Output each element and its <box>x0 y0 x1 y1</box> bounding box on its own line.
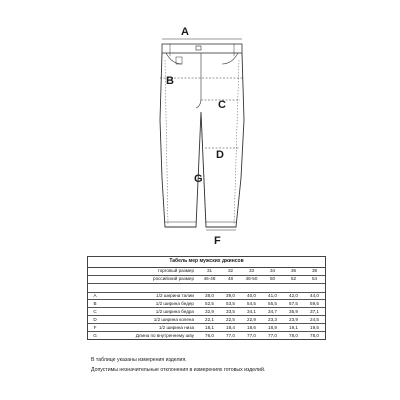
row-name: 1/2 ширина талии <box>102 292 199 300</box>
table-cell: 19,1 <box>283 324 304 332</box>
table-cell: 59,5 <box>304 300 325 308</box>
table-cell: 18,4 <box>220 324 241 332</box>
table-cell: 78,0 <box>304 332 325 339</box>
table-cell: 77,0 <box>262 332 283 339</box>
table-cell: 18,9 <box>262 324 283 332</box>
table-cell: 55,5 <box>262 300 283 308</box>
table-cell: 40,0 <box>241 292 262 300</box>
table-cell: 78,0 <box>283 332 304 339</box>
table-cell: 38 <box>311 267 318 273</box>
table-cell: 57,5 <box>283 300 304 308</box>
table-row <box>88 324 325 332</box>
size-table <box>87 256 326 340</box>
row-name: Длина по внутреннему шву <box>102 332 199 339</box>
table-cell: 41,0 <box>262 292 283 300</box>
notes <box>91 355 265 375</box>
table-cell: 22,9 <box>241 316 262 324</box>
right-pocket <box>222 53 238 64</box>
table-cell: 44,0 <box>304 292 325 300</box>
table-cell: 33,5 <box>220 308 241 316</box>
table-cell: 18,6 <box>241 324 262 332</box>
row-code: B <box>88 300 102 308</box>
waistband <box>162 44 242 53</box>
size-row <box>88 267 325 275</box>
measure-line-g <box>201 112 206 224</box>
row-code: A <box>88 292 102 300</box>
table-cell: 18,1 <box>199 324 220 332</box>
table-cell: 19,5 <box>304 324 325 332</box>
table-cell: 34,7 <box>262 308 283 316</box>
button <box>196 46 201 50</box>
table-cell: 35,9 <box>283 308 304 316</box>
table-caption: Табель мер мужских джинсов <box>88 257 325 267</box>
left-pocket <box>166 53 182 64</box>
table-cell: 34,1 <box>241 308 262 316</box>
fly-stitch <box>196 53 201 108</box>
table-cell: 39,0 <box>220 292 241 300</box>
row-code: C <box>88 308 102 316</box>
table-cell: 53,5 <box>220 300 241 308</box>
table-row <box>88 332 325 339</box>
table-cell: 36 <box>290 267 297 273</box>
table-cell: 52,5 <box>199 300 220 308</box>
table-cell: 52 <box>283 275 304 283</box>
table-cell: 76,0 <box>199 332 220 339</box>
table-cell: 48-50 <box>241 275 262 283</box>
table-cell: 77,0 <box>241 332 262 339</box>
size-row <box>88 275 325 283</box>
label-f: F <box>214 235 221 247</box>
table-cell: 23,3 <box>262 316 283 324</box>
row-name: 1/2 ширина бедра <box>102 308 199 316</box>
label-d: D <box>216 149 224 161</box>
table-cell: 32 <box>227 267 234 273</box>
table-cell: 54,5 <box>241 300 262 308</box>
side-seam <box>234 60 239 225</box>
size-row-label: торговый размер <box>157 267 194 273</box>
table-cell: 37,1 <box>304 308 325 316</box>
row-code: F <box>88 324 102 332</box>
table-cell: 54 <box>304 275 325 283</box>
note-line: В таблице указаны измерения изделия. <box>91 357 187 363</box>
table-row <box>88 300 325 308</box>
note-line: Допустимы незначительные отклонения в измерениях готовых изделий. <box>91 367 266 373</box>
label-b: B <box>166 75 174 87</box>
row-name: 1/2 ширина низа <box>102 324 199 332</box>
row-code: D <box>88 316 102 324</box>
table-cell: 42,0 <box>283 292 304 300</box>
table-cell: 38,0 <box>199 292 220 300</box>
table-row <box>88 292 325 300</box>
table-cell: 34 <box>269 267 276 273</box>
row-code: G <box>88 332 102 339</box>
table-cell: 31 <box>206 267 213 273</box>
table-cell: 50 <box>262 275 283 283</box>
table-row <box>88 308 325 316</box>
row-name: 1/2 ширина бедер <box>102 300 199 308</box>
row-name: 1/2 ширина колена <box>102 316 199 324</box>
table-cell: 46-48 <box>199 275 220 283</box>
table-cell: 22,5 <box>220 316 241 324</box>
table-cell: 24,5 <box>304 316 325 324</box>
label-g: G <box>194 173 203 185</box>
table-cell: 33 <box>248 267 255 273</box>
label-c: C <box>218 99 226 111</box>
table-cell: 32,9 <box>199 308 220 316</box>
table-row <box>88 316 325 324</box>
table-cell: 77,0 <box>220 332 241 339</box>
table-cell: 23,9 <box>283 316 304 324</box>
table-cell: 48 <box>220 275 241 283</box>
label-a: A <box>181 26 189 38</box>
size-row-label: российский размер <box>102 275 199 283</box>
table-cell: 22,1 <box>199 316 220 324</box>
